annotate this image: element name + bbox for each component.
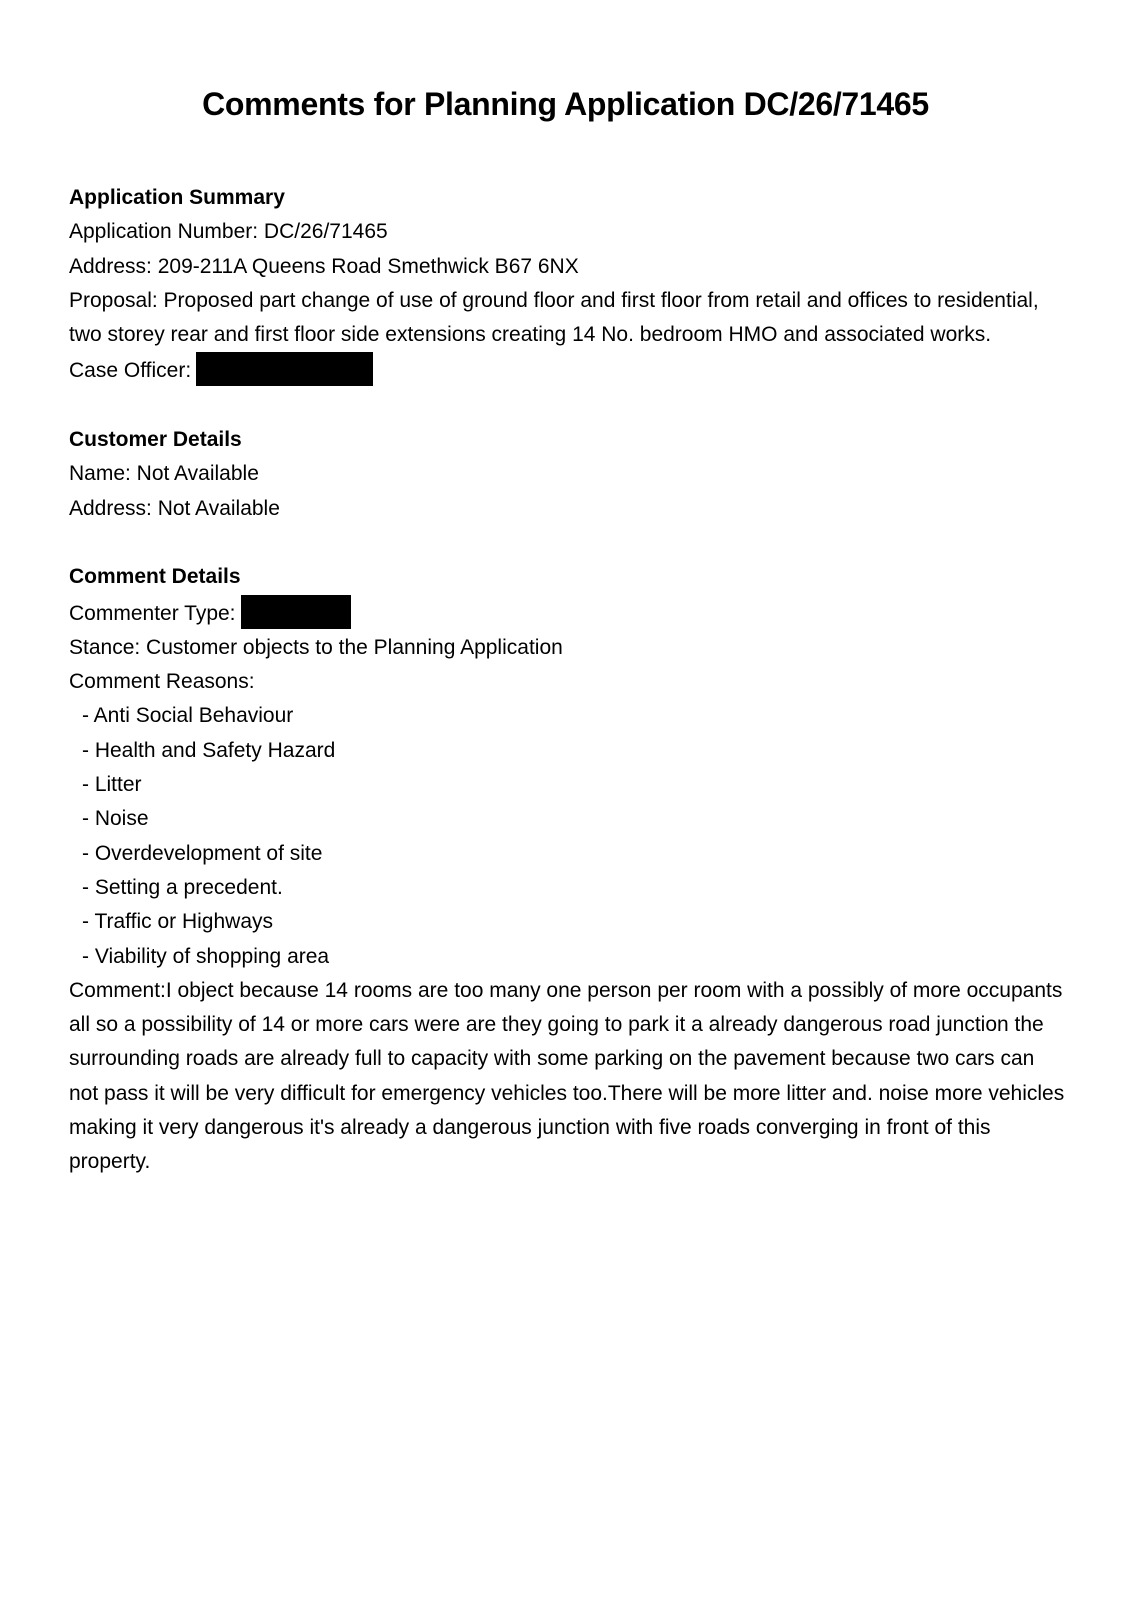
customer-address: Address: Not Available — [69, 496, 280, 520]
list-item: - Litter — [82, 773, 142, 797]
case-officer-label: Case Officer: — [69, 359, 192, 383]
application-summary-heading: Application Summary — [69, 186, 285, 209]
list-item: - Anti Social Behaviour — [82, 704, 294, 728]
list-item: - Setting a precedent. — [82, 875, 283, 899]
case-officer-redaction — [196, 352, 373, 386]
list-item: - Noise — [82, 807, 149, 831]
case-officer-row — [69, 352, 1069, 388]
comment-details-heading: Comment Details — [69, 565, 241, 589]
customer-details-section — [69, 423, 1069, 526]
document-body — [69, 181, 1069, 1180]
comment-text: Comment:I object because 14 rooms are too many one person per room with a possibly of more occupants all so a possibility of 14 or more cars were are they going to park it a already dangerous road junction the surrounding roads are already full to capacity with some parking on the pavement because two cars can not pass it will be very difficult for emergency vehicles too.There will be more litter and. noise more vehicles making it very dangerous it's already a dangerous junction with five roads converging in front of this property. — [69, 978, 1065, 1174]
list-item: - Viability of shopping area — [82, 944, 330, 968]
section-spacer — [69, 526, 1069, 560]
list-item: - Health and Safety Hazard — [82, 738, 336, 762]
commenter-type-label: Commenter Type: — [69, 601, 236, 625]
page-title: Comments for Planning Application DC/26/71465 — [202, 86, 929, 122]
comment-details-section — [69, 560, 1069, 1179]
list-item: - Traffic or Highways — [82, 910, 273, 934]
section-spacer — [69, 389, 1069, 423]
application-number: Application Number: DC/26/71465 — [69, 220, 388, 244]
comment-reasons-list — [69, 699, 1069, 973]
list-item: - Overdevelopment of site — [82, 841, 323, 865]
commenter-type-row — [69, 595, 1069, 631]
stance: Stance: Customer objects to the Planning Application — [69, 635, 563, 659]
customer-name: Name: Not Available — [69, 462, 259, 486]
application-address: Address: 209-211A Queens Road Smethwick B67 6NX — [69, 254, 579, 278]
comment-reasons-label: Comment Reasons: — [69, 670, 255, 694]
application-proposal: Proposal: Proposed part change of use of ground floor and first floor from retail and offices to residential, two storey rear and first floor side extensions creating 14 No. bedroom HMO and associated works. — [69, 288, 1039, 347]
commenter-type-redaction — [241, 595, 351, 629]
application-summary-section — [69, 181, 1069, 389]
customer-details-heading: Customer Details — [69, 428, 242, 452]
